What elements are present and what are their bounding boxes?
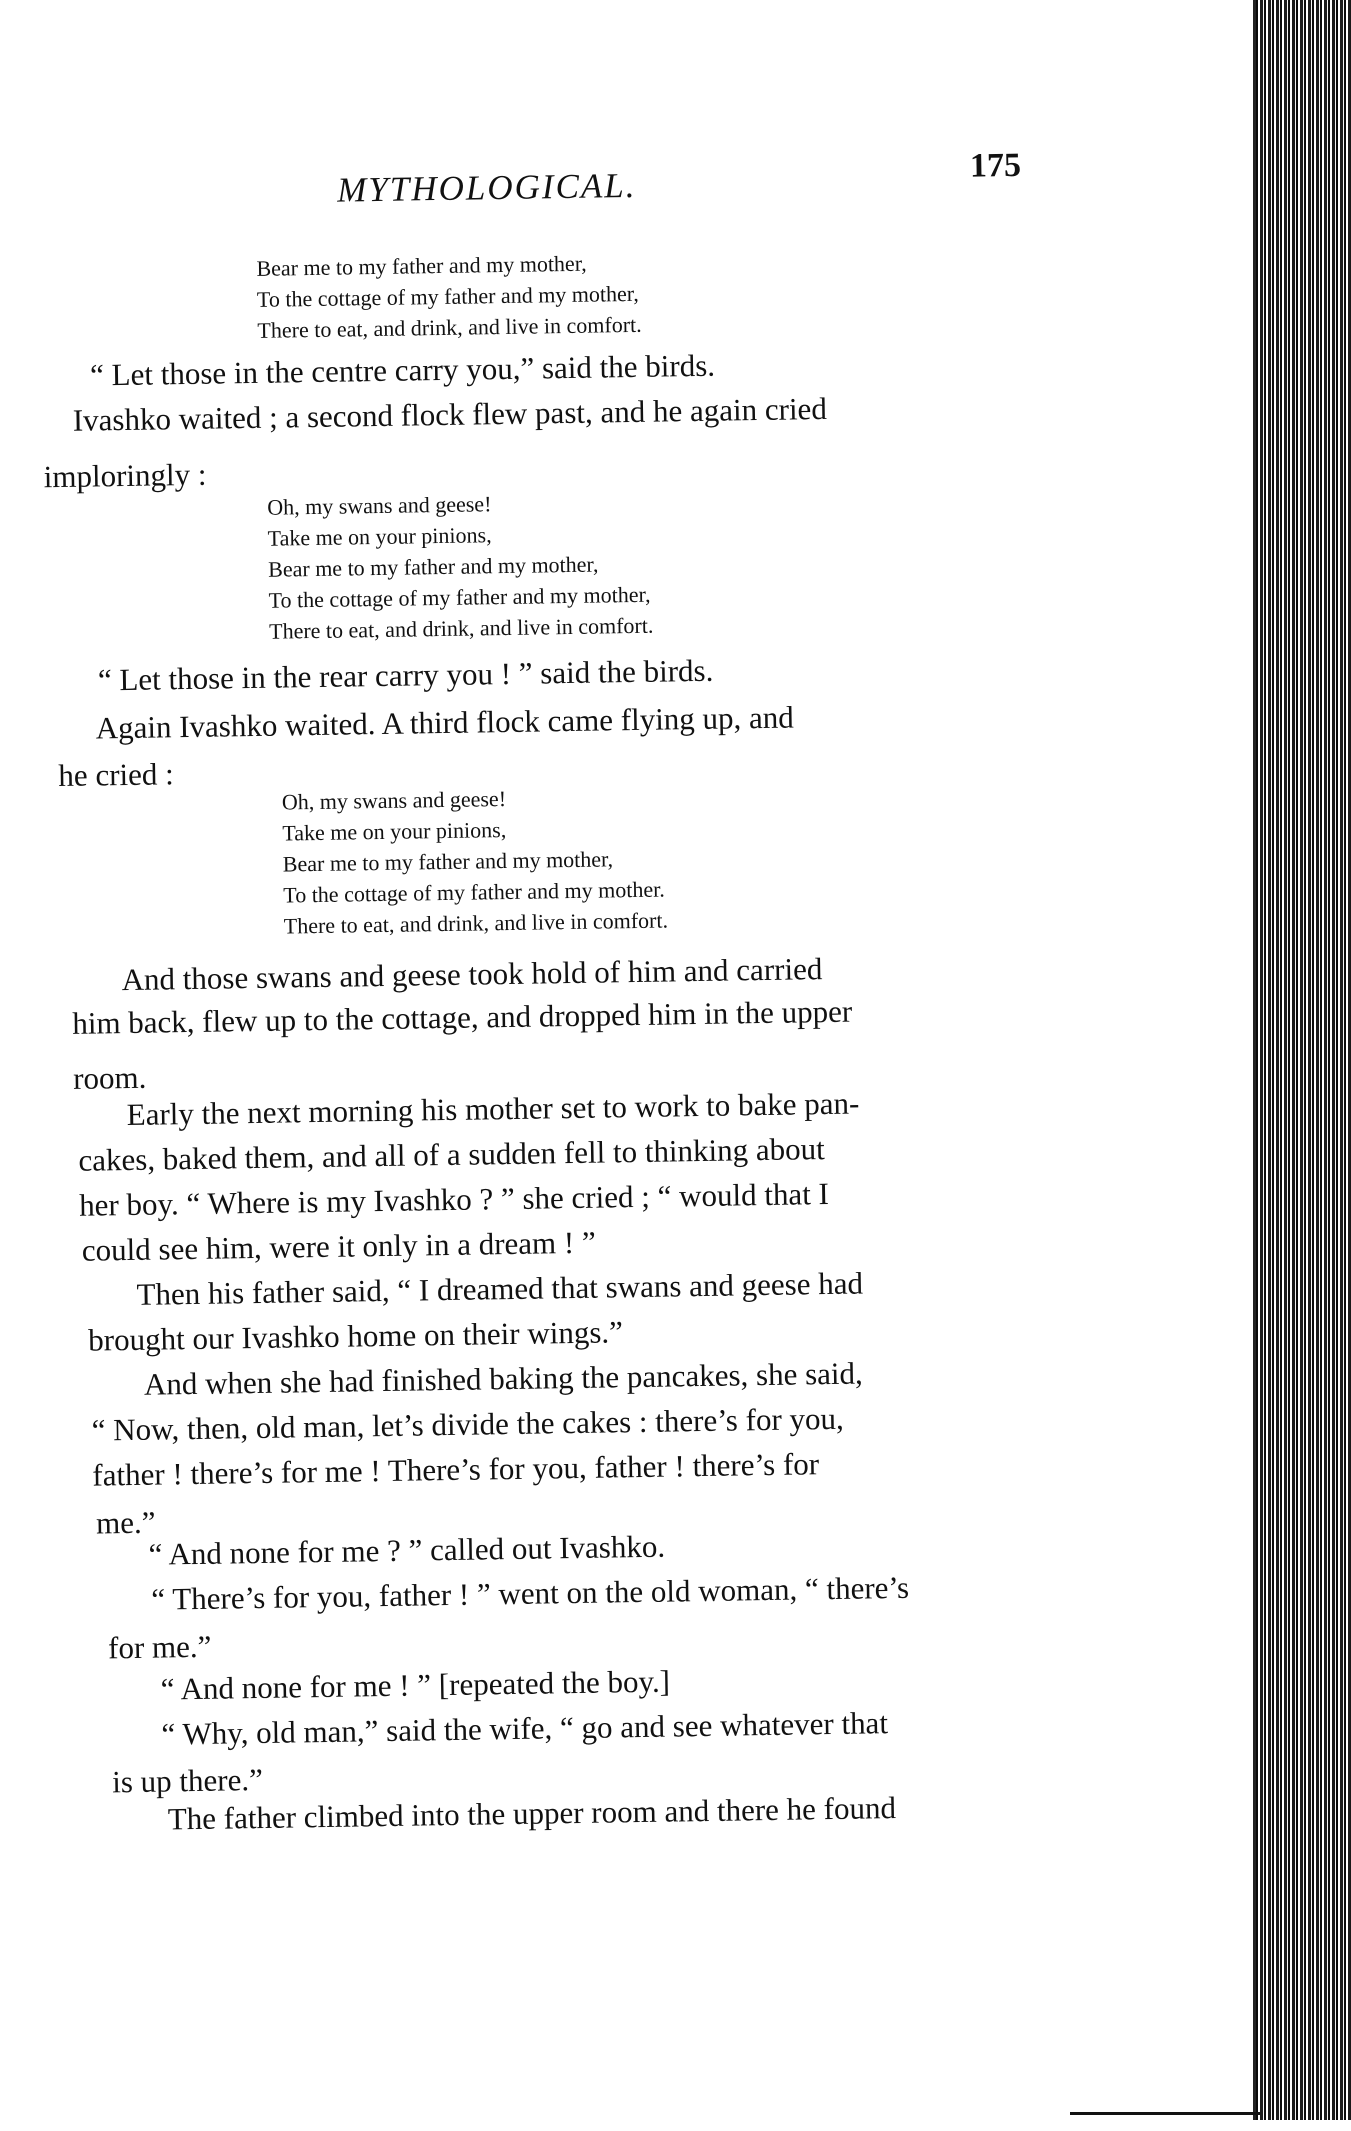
prose-line: “ Let those in the rear carry you ! ” said the birds. [97,652,714,698]
prose-line: Then his father said, “ I dreamed that swans and geese had [136,1265,864,1312]
verse-line: There to eat, and drink, and live in comfort. [268,612,654,644]
prose-line: And when she had finished baking the pancakes, she said, [143,1355,863,1402]
prose-line: him back, flew up to the cottage, and dropped him in the upper [72,993,853,1041]
verse-line: Oh, my swans and geese! [281,786,507,815]
prose-line: Ivashko waited ; a second flock flew past, and he again cried [72,390,828,438]
verse-line: There to eat, and drink, and live in comfort. [283,907,669,939]
prose-line: is up there.” [111,1761,264,1800]
prose-line: brought our Ivashko home on their wings.” [87,1314,624,1358]
verse-line: To the cottage of my father and my mother, [256,280,639,312]
prose-line: And those swans and geese took hold of him and carried [121,951,823,998]
prose-line: father ! there’s for me ! There’s for you, father ! there’s for [92,1446,820,1493]
prose-line: cakes, baked them, and all of a sudden fell to thinking about [78,1131,826,1178]
verse-line: Bear me to my father and my mother, [256,250,587,281]
prose-line: “ And none for me ? ” called out Ivashko. [148,1528,666,1572]
verse-line: Bear me to my father and my mother, [267,551,599,582]
prose-line: her boy. “ Where is my Ivashko ? ” she cried ; “ would that I [78,1176,830,1223]
verse-line: Take me on your pinions, [282,817,507,846]
prose-line: “ Why, old man,” said the wife, “ go and see whatever that [161,1705,889,1752]
verse-line: Bear me to my father and my mother, [282,846,614,877]
prose-line: for me.” [107,1628,212,1666]
prose-line: he cried : [58,756,174,794]
verse-block-3 [282,781,669,942]
verse-line: Take me on your pinions, [267,522,492,551]
prose-line: imploringly : [43,456,207,495]
book-binding-edge [1256,0,1351,2120]
prose-line: me.” [95,1504,156,1541]
verse-block-1 [256,247,642,346]
prose-line: Early the next morning his mother set to work to bake pan- [126,1085,860,1133]
prose-line: “ Now, then, old man, let’s divide the cakes : there’s for you, [91,1400,845,1448]
page-number: 175 [969,146,1022,185]
verse-line: Oh, my swans and geese! [267,491,492,520]
verse-line: There to eat, and drink, and live in comfort. [257,311,642,343]
prose-line: The father climbed into the upper room and there he found [167,1790,897,1837]
prose-line: “ There’s for you, father ! ” went on the old woman, “ there’s [151,1569,910,1617]
verse-line: To the cottage of my father and my mother, [268,581,651,613]
prose-line: “ Let those in the centre carry you,” said the birds. [89,347,716,393]
prose-line: could see him, were it only in a dream ! ” [81,1224,596,1268]
verse-block-2 [267,486,654,647]
verse-line: To the cottage of my father and my mother. [283,876,665,908]
running-head: MYTHOLOGICAL. [336,165,637,210]
scan-artifact-line [1070,2112,1260,2115]
prose-line: “ And none for me ! ” [repeated the boy.] [160,1663,671,1707]
prose-line: Again Ivashko waited. A third flock came flying up, and [95,699,795,746]
prose-line: room. [72,1059,147,1096]
